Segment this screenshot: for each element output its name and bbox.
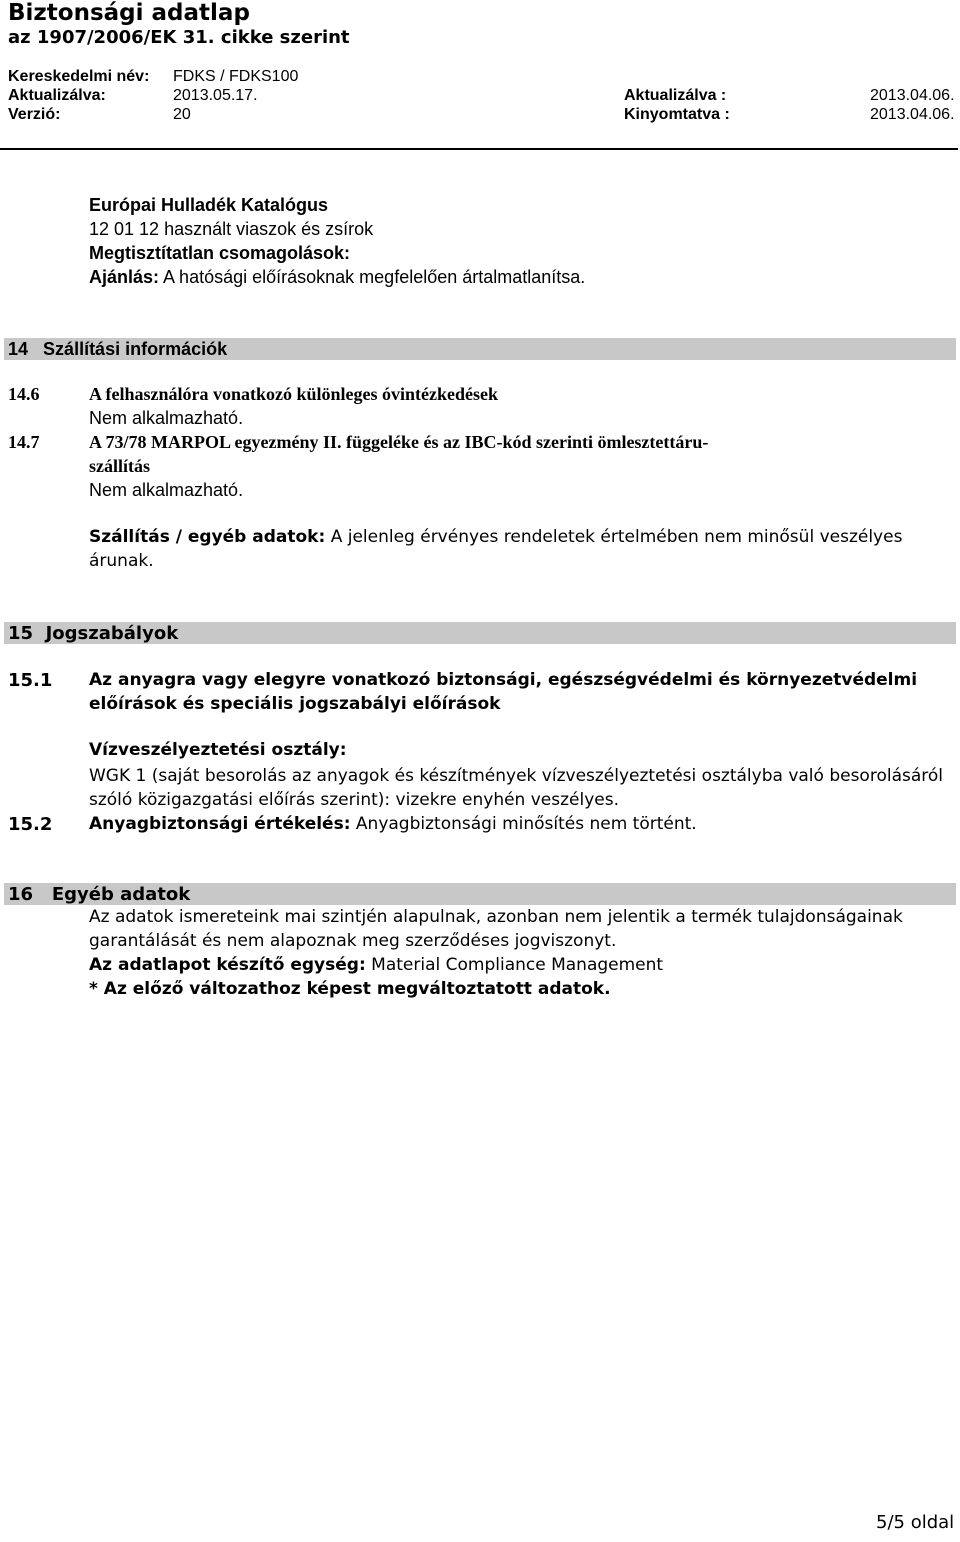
trade-name-value: FDKS / FDKS100 [173,68,299,85]
updated-value-2: 2013.04.06. [870,87,955,104]
waste-code-text: 12 01 12 használt viaszok és zsírok [89,219,374,239]
other-info-text-line1: Az adatok ismereteink mai szintjén alapulnak, azonban nem jelentik a termék tulajdonságainak [89,907,903,927]
s146-number: 14.6 [8,384,40,404]
section-14-heading: 14 Szállítási információk [8,339,228,359]
s146-title: A felhasználóra vonatkozó különleges óvintézkedések [89,384,499,404]
prepared-by-value: Material Compliance Management [371,955,664,975]
updated-value: 2013.05.17. [173,87,258,104]
section-15-heading: 15 Jogszabályok [8,623,179,644]
packaging-heading: Megtisztítatlan csomagolások: [89,243,351,263]
s151-title-line1: Az anyagra vagy elegyre vonatkozó biztonsági, egészségvédelmi és környezetvédelmi [89,670,918,690]
section-16-heading: 16 Egyéb adatok [8,884,191,905]
s147-title-line2: szállítás [89,456,150,476]
version-value: 20 [173,106,191,123]
s152-label: Anyagbiztonsági értékelés: [89,814,351,834]
water-hazard-text-line1: WGK 1 (saját besorolás az anyagok és készítmények vízveszélyeztetési osztályba való besorolásáról [89,766,944,786]
s147-title-line1: A 73/78 MARPOL egyezmény II. függeléke és az IBC-kód szerinti ömlesztettáru- [89,432,709,452]
transport-other-text: A jelenleg érvényes rendeletek értelmében nem minősül veszélyes [330,527,903,547]
s147-value: Nem alkalmazható. [89,480,244,500]
printed-value: 2013.04.06. [870,106,955,123]
header-divider [0,148,958,150]
prepared-by-label: Az adatlapot készítő egység: [89,955,366,975]
document-subtitle: az 1907/2006/EK 31. cikke szerint [8,27,350,48]
other-info-text-line2: garantálását és nem alapoznak meg szerződéses jogviszonyt. [89,931,617,951]
s147-number: 14.7 [8,432,40,452]
prepared-by-line [89,955,663,975]
waste-catalogue-heading: Európai Hulladék Katalógus [89,195,329,215]
updated-label-2: Aktualizálva : [624,87,727,104]
recommendation-label: Ajánlás: [89,267,160,287]
s146-value: Nem alkalmazható. [89,408,244,428]
s152-number: 15.2 [8,814,53,835]
transport-other-line1 [89,527,902,547]
section-15-bar [4,622,956,644]
page-number: 5/5 oldal [876,1512,955,1533]
trade-name-label: Kereskedelmi név: [8,68,150,85]
transport-other-line2: árunak. [89,551,154,571]
section-14-bar [4,338,956,360]
section-16-bar [4,883,956,905]
change-note: * Az előző változathoz képest megváltoztatott adatok. [89,979,611,999]
version-label: Verzió: [8,106,61,123]
transport-other-label: Szállítás / egyéb adatok: [89,527,326,547]
recommendation-line [89,267,585,288]
s151-number: 15.1 [8,670,53,691]
updated-label: Aktualizálva: [8,87,106,104]
water-hazard-label: Vízveszélyeztetési osztály: [89,740,347,760]
water-hazard-text-line2: szóló közigazgatási előírás szerint): vizekre enyhén veszélyes. [89,790,619,810]
printed-label: Kinyomtatva : [624,106,730,123]
document-title: Biztonsági adatlap [8,0,250,26]
s151-title-line2: előírások és speciális jogszabályi előírások [89,694,501,714]
s152-text: Anyagbiztonsági minősítés nem történt. [355,814,697,834]
recommendation-text: A hatósági előírásoknak megfelelően ártalmatlanítsa. [163,267,586,287]
s152-line [89,814,697,834]
